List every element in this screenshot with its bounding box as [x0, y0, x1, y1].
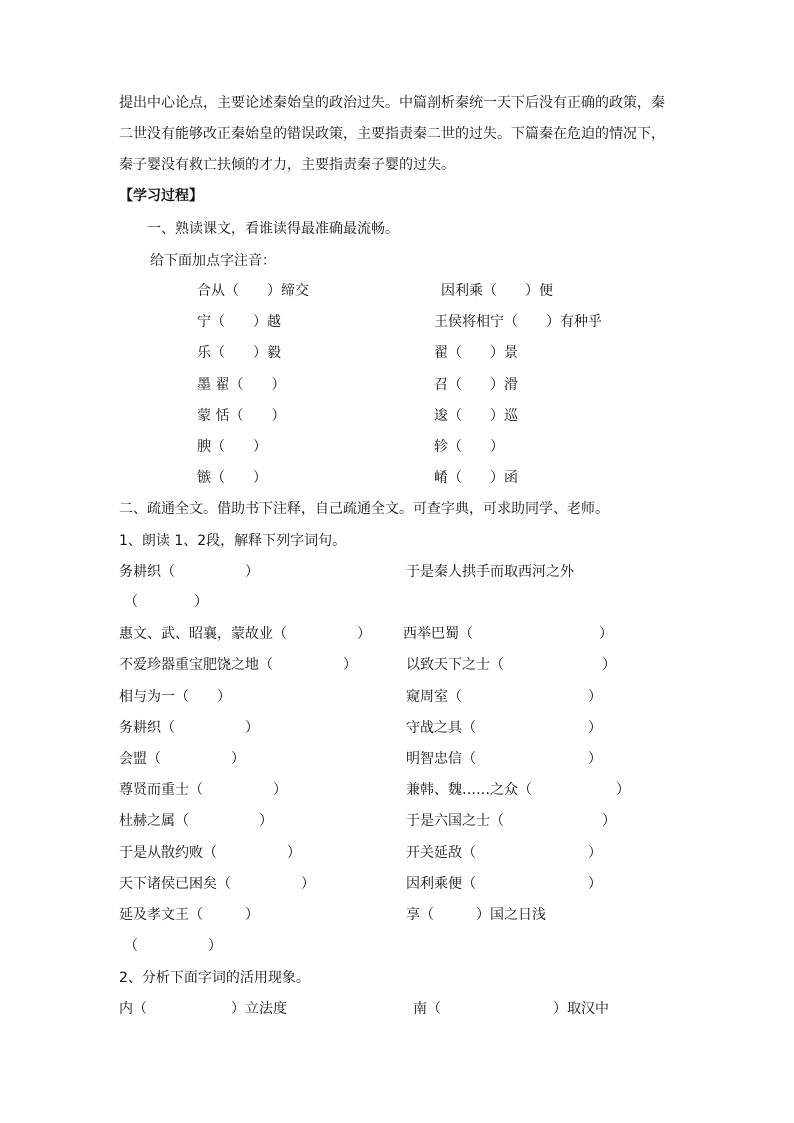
task-two-heading: 2、分析下面字词的活用现象。 [119, 970, 310, 986]
pinyin-item: 宁（ ）越 [197, 314, 281, 330]
vocab-item: 不爱珍器重宝肥饶之地（ ） [119, 657, 357, 673]
vocab-item: 开关延敌（ ） [406, 845, 602, 861]
vocab-item: 会盟（ ） [119, 751, 245, 767]
vocab-item: 于是六国之士（ ） [406, 813, 616, 829]
pinyin-item: 轸（ ） [434, 439, 504, 455]
vocab-item: 惠文、武、昭襄，蒙故业（ ） [119, 626, 371, 642]
vocab-item: 明智忠信（ ） [406, 751, 602, 767]
pinyin-item: 墨 翟（ ） [197, 377, 286, 393]
vocab-item: 务耕织（ ） [119, 720, 259, 736]
intro-line: 秦子婴没有救亡扶倾的才力，主要指责秦子婴的过失。 [119, 157, 455, 173]
pinyin-item: 合从（ ）缔交 [197, 283, 309, 299]
task-one-heading: 1、朗读 1、2段，解释下列字词句。 [119, 533, 347, 549]
vocab-item: 相与为一（ ） [119, 689, 231, 705]
vocab-item: 西举巴蜀（ ） [403, 626, 613, 642]
usage-item: 内（ ）立法度 [119, 1001, 287, 1017]
pinyin-item: 因利乘（ ）便 [441, 283, 553, 299]
intro-line: 提出中心论点，主要论述秦始皇的政治过失。中篇剖析秦统一天下后没有正确的政策，秦 [119, 95, 665, 111]
vocab-item: 享（ ）国之日浅 [406, 907, 546, 923]
vocab-item: 于是秦人拱手而取西河之外 [406, 564, 574, 580]
vocab-item: 兼韩、魏……之众（ ） [406, 782, 630, 798]
wrapped-paren: （ ） [124, 594, 208, 610]
pinyin-item: 王侯将相宁（ ）有种乎 [434, 314, 602, 330]
vocab-item: 于是从散约败（ ） [119, 845, 301, 861]
vocab-item: 杜赫之属（ ） [119, 813, 273, 829]
intro-paragraph [119, 88, 679, 181]
pinyin-item: 腴（ ） [197, 439, 267, 455]
pinyin-item: 翟（ ）景 [434, 345, 518, 361]
vocab-item: 延及孝文王（ ） [119, 907, 259, 923]
section-heading: 【学习过程】 [119, 188, 203, 204]
vocab-item: 务耕织（ ） [119, 564, 259, 580]
pinyin-instruction: 给下面加点字注音： [150, 253, 276, 269]
pinyin-item: 蒙 恬（ ） [197, 408, 286, 424]
vocab-item: 守战之具（ ） [406, 720, 602, 736]
vocab-item: 以致天下之士（ ） [406, 657, 616, 673]
vocab-item: 因利乘便（ ） [406, 876, 602, 892]
pinyin-item: 召（ ）滑 [434, 377, 518, 393]
step-two-heading: 二、疏通全文。借助书下注释，自己疏通全文。可查字典，可求助同学、老师。 [119, 501, 609, 517]
pinyin-item: 镞（ ） [197, 470, 267, 486]
pinyin-item: 崤（ ）函 [434, 470, 518, 486]
usage-item: 南（ ）取汉中 [413, 1001, 609, 1017]
pinyin-item: 乐（ ）毅 [197, 345, 281, 361]
wrapped-paren: （ ） [124, 938, 222, 954]
pinyin-item: 逡（ ）巡 [434, 408, 518, 424]
vocab-item: 窥周室（ ） [406, 689, 602, 705]
vocab-item: 尊贤而重士（ ） [119, 782, 287, 798]
step-one-heading: 一、熟读课文，看谁读得最准确最流畅。 [147, 221, 399, 237]
intro-line: 二世没有能够改正秦始皇的错误政策，主要指责秦二世的过失。下篇秦在危迫的情况下， [119, 126, 665, 142]
vocab-item: 天下诸侯已困矣（ ） [119, 876, 315, 892]
